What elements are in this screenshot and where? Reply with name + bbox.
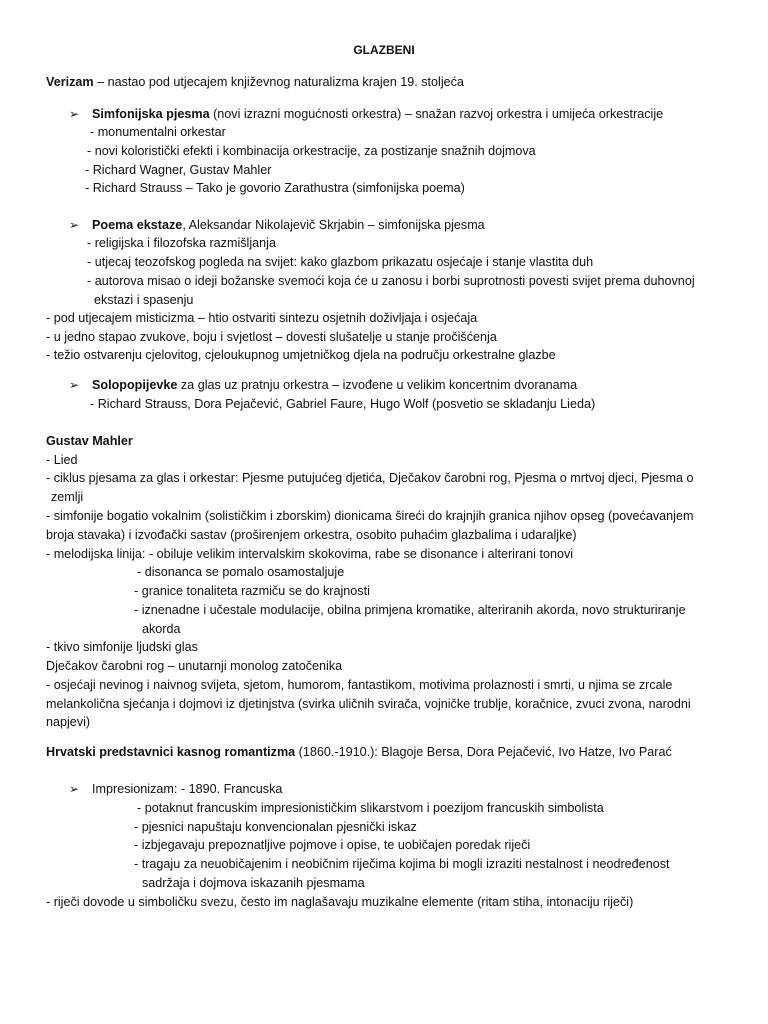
verizam-text: – nastao pod utjecajem književnog naturalizma krajen 19. stoljeća (93, 75, 464, 89)
list-item: - Richard Strauss – Tako je govorio Zarathustra (simfonijska poema) (85, 181, 465, 195)
list-item-continuation: zemlji (51, 490, 84, 504)
arrow-bullet-icon: ➢ (69, 218, 80, 232)
list-item: Dječakov čarobni rog – unutarnji monolog zatočenika (46, 659, 343, 673)
hrvatski-label: Hrvatski predstavnici kasnog romantizma (46, 745, 296, 759)
list-item: - u jedno stapao zvukove, boju i svjetlost – dovesti slušatelje u stanje pročišćenja (46, 330, 497, 344)
solo-text: za glas uz pratnju orkestra – izvođene u velikim koncertnim dvoranama (177, 378, 578, 392)
list-item: - pjesnici napuštaju konvencionalan pjesnički iskaz (134, 820, 417, 834)
list-item: - Richard Strauss, Dora Pejačević, Gabriel Faure, Hugo Wolf (posvetio se skladanju Lieda) (90, 397, 596, 411)
arrow-bullet-icon: ➢ (69, 378, 80, 392)
list-item: - pod utjecajem misticizma – htio ostvariti sintezu osjetnih doživljaja i osjećaja (46, 311, 478, 325)
list-item: - iznenadne i učestale modulacije, obilna primjena kromatike, alteriranih akorda, novo strukturiranje (134, 603, 686, 617)
list-item: - utjecaj teozofskog pogleda na svijet: kako glazbom prikazatu osjećaje i stanje vlastita duh (87, 255, 594, 269)
list-item: - granice tonaliteta razmiču se do krajnosti (134, 584, 370, 598)
list-item-continuation: napjevi) (46, 715, 91, 729)
list-item: - tkivo simfonije ljudski glas (46, 640, 198, 654)
poema-label: Poema ekstaze (92, 218, 183, 232)
impresionizam-line: Impresionizam: - 1890. Francuska (92, 782, 283, 796)
list-item: - težio ostvarenju cjelovitog, cjeloukupnog umjetničkog djela na području orkestralne glazbe (46, 348, 556, 362)
list-item-continuation: akorda (142, 622, 181, 636)
list-item: - Lied (46, 453, 78, 467)
solo-line (92, 376, 577, 394)
list-item: - disonanca se pomalo osamostaljuje (137, 565, 345, 579)
verizam-label: Verizam (46, 75, 94, 89)
simfonijska-text: (novi izrazni mogućnosti orkestra) – snažan razvoj orkestra i umijeća orkestracije (209, 107, 664, 121)
hrvatski-text: (1860.-1910.): Blagoje Bersa, Dora Pejačević, Ivo Hatze, Ivo Parać (295, 745, 672, 759)
verizam-line (46, 73, 464, 91)
simfonijska-line (92, 105, 663, 123)
list-item: - religijska i filozofska razmišljanja (87, 236, 276, 250)
arrow-bullet-icon: ➢ (69, 782, 80, 796)
list-item-continuation: sadržaja i dojmova iskazanih pjesmama (142, 876, 365, 890)
list-item: - osjećaji nevinog i naivnog svijeta, sjetom, humorom, fantastikom, motivima prolaznosti i smrti, u njima se zrcale (46, 678, 673, 692)
list-item-continuation: melankolična sjećanja i dojmovi iz djetinjstva (svirka uličnih svirača, vojničke trublje, koračnice, zvuci zvona, narodni (46, 697, 691, 711)
simfonijska-label: Simfonijska pjesma (92, 107, 210, 121)
list-item: - tragaju za neuobičajenim i neobičnim riječima kojima bi mogli izraziti nestalnost i neodređenost (134, 857, 670, 871)
list-item: - riječi dovode u simboličku svezu, često im naglašavaju muzikalne elemente (ritam stiha, intonaciju riječi) (46, 895, 634, 909)
list-item: - potaknut francuskim impresionističkim slikarstvom i poezijom francuskih simbolista (137, 801, 604, 815)
list-item: - novi koloristički efekti i kombinacija orkestracije, za postizanje snažnih dojmova (87, 144, 536, 158)
list-item: - melodijska linija: - obiluje velikim intervalskim skokovima, rabe se disonance i alterirani tonovi (46, 547, 574, 561)
poema-line (92, 216, 485, 234)
list-item-continuation: broja stavaka) i izvođački sastav (proširenjem orkestra, osobito puhaćim glazbalima i udaraljke) (46, 528, 577, 542)
poema-text: , Aleksandar Nikolajevič Skrjabin – simfonijska pjesma (182, 218, 485, 232)
mahler-heading: Gustav Mahler (46, 434, 133, 448)
solo-label: Solopopijevke (92, 378, 178, 392)
list-item: - simfonije bogatio vokalnim (solističkim i zborskim) dionicama šireći do krajnjih granica njihov opseg (povećavanjem (46, 509, 694, 523)
list-item: - ciklus pjesama za glas i orkestar: Pjesme putujućeg djetića, Dječakov čarobni rog, Pjesma o mrtvoj djeci, Pjesma o (46, 471, 694, 485)
list-item: - Richard Wagner, Gustav Mahler (85, 163, 272, 177)
list-item: - autorova misao o ideji božanske svemoći koja će u zanosu i borbi suprotnosti povesti svijet prema duhovnoj (87, 274, 695, 288)
list-item-continuation: ekstazi i spasenju (94, 293, 194, 307)
document-title: GLAZBENI (353, 43, 415, 57)
list-item: - monumentalni orkestar (90, 125, 226, 139)
list-item: - izbjegavaju prepoznatljive pojmove i opise, te uobičajen poredak riječi (134, 838, 531, 852)
arrow-bullet-icon: ➢ (69, 107, 80, 121)
hrvatski-line (46, 743, 672, 761)
